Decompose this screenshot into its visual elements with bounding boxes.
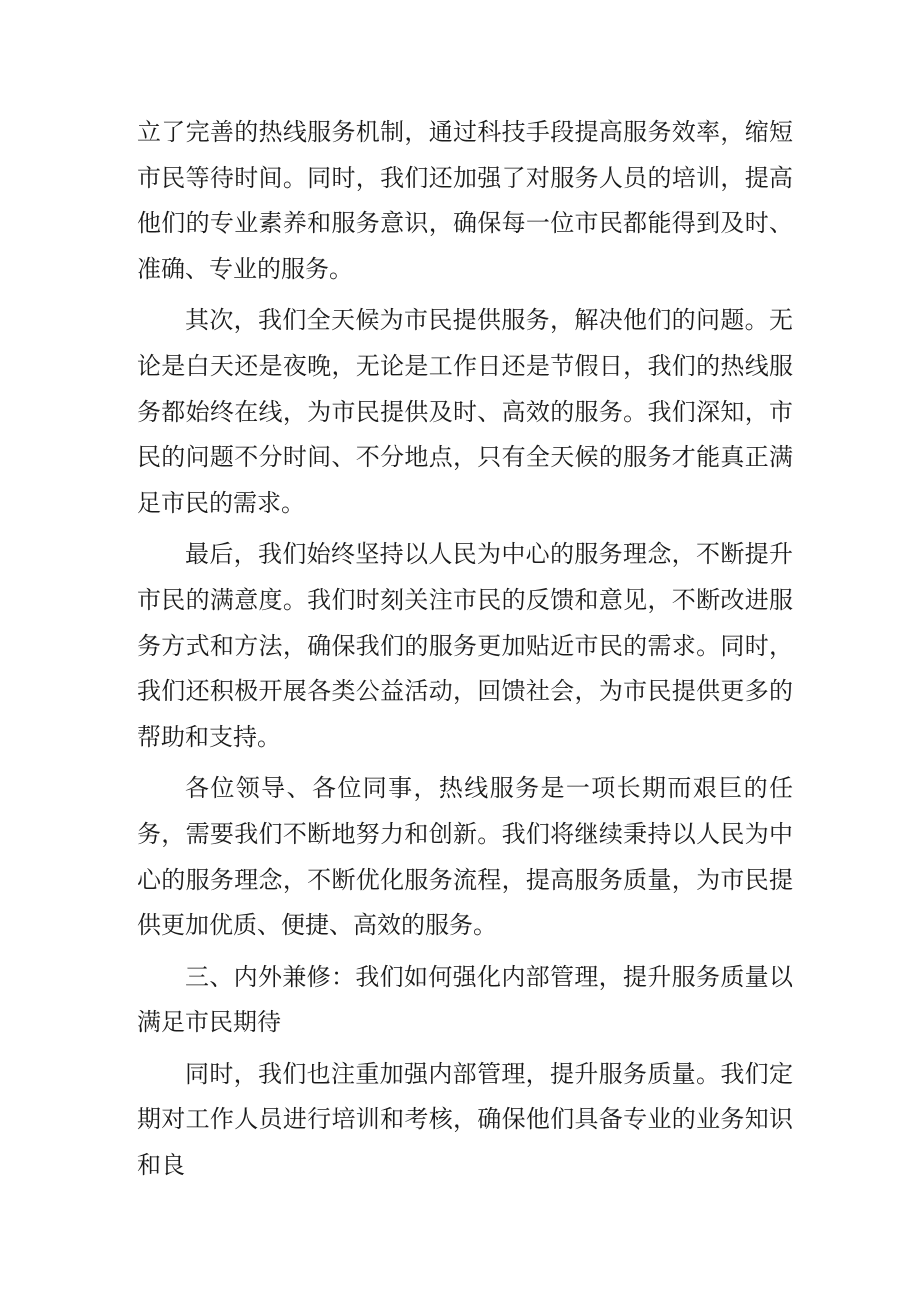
paragraph-address-to-leaders: 各位领导、各位同事，热线服务是一项长期而艰巨的任务，需要我们不断地努力和创新。我们将继续秉持以人民为中心的服务理念，不断优化服务流程，提高服务质量，为市民提供更加优质、便捷、高效的服务。 [137, 774, 793, 940]
document-body [137, 110, 793, 1195]
paragraph-round-the-clock-service: 其次，我们全天候为市民提供服务，解决他们的问题。无论是白天还是夜晚，无论是工作日还是节假日，我们的热线服务都始终在线，为市民提供及时、高效的服务。我们深知，市民的问题不分时间、不分地点，只有全天候的服务才能真正满足市民的需求。 [137, 306, 793, 517]
section-heading-internal-management: 三、内外兼修：我们如何强化内部管理，提升服务质量以满足市民期待 [137, 962, 793, 1037]
paragraph-internal-management: 同时，我们也注重加强内部管理，提升服务质量。我们定期对工作人员进行培训和考核，确保他们具备专业的业务知识和良 [137, 1059, 793, 1180]
paragraph-continuation: 立了完善的热线服务机制，通过科技手段提高服务效率，缩短市民等待时间。同时，我们还加强了对服务人员的培训，提高他们的专业素养和服务意识，确保每一位市民都能得到及时、准确、专业的服务。 [137, 118, 793, 283]
paragraph-people-centered: 最后，我们始终坚持以人民为中心的服务理念，不断提升市民的满意度。我们时刻关注市民的反馈和意见，不断改进服务方式和方法，确保我们的服务更加贴近市民的需求。同时，我们还积极开展各类公益活动，回馈社会，为市民提供更多的帮助和支持。 [137, 540, 793, 751]
